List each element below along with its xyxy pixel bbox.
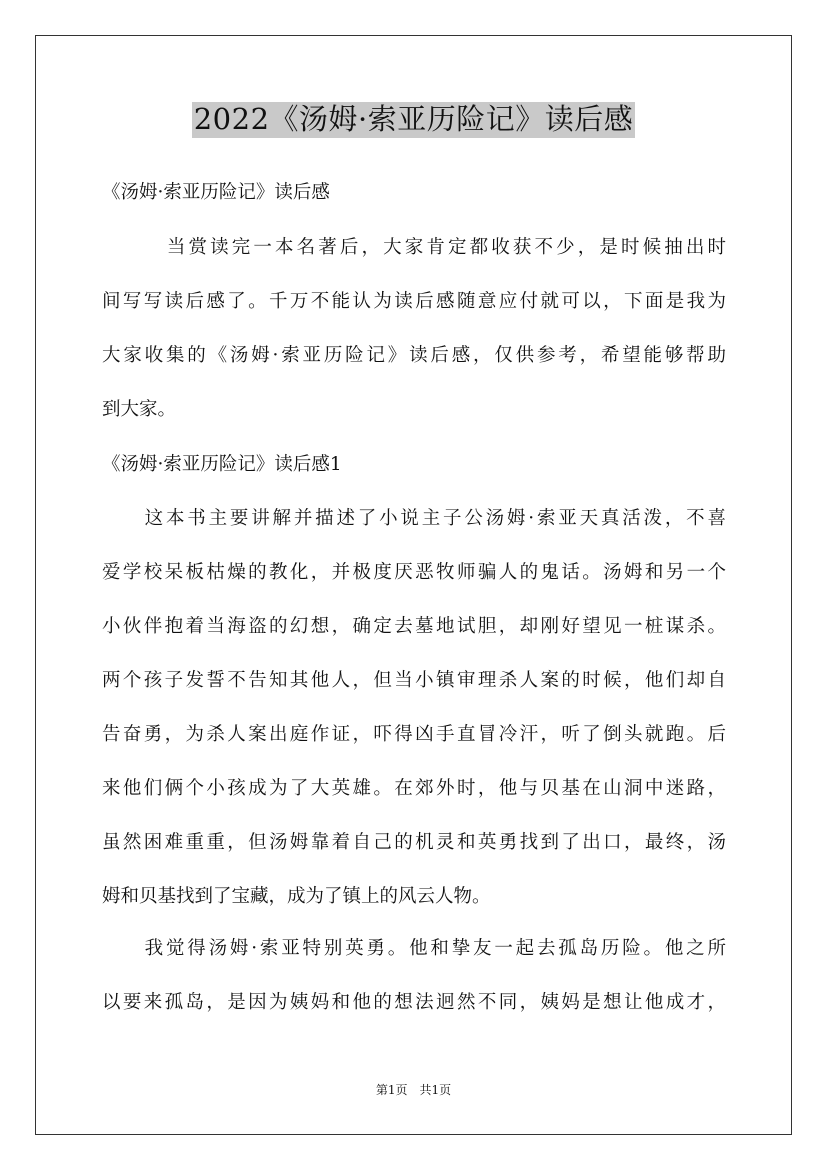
intro-paragraph (102, 221, 726, 437)
paragraph-line: 来他们俩个小孩成为了大英雄。在郊外时，他与贝基在山洞中迷路， (102, 778, 726, 799)
document-subtitle: 《汤姆·索亚历险记》读后感 (102, 182, 330, 203)
paragraph-1 (102, 492, 726, 924)
intro-line: 当赏读完一本名著后，大家肯定都收获不少，是时候抽出时 (102, 237, 726, 258)
paragraph-line: 小伙伴抱着当海盗的幻想，确定去墓地试胆，却刚好望见一桩谋杀。 (102, 616, 726, 637)
intro-line: 大家收集的《汤姆·索亚历险记》读后感，仅供参考，希望能够帮助 (102, 345, 726, 366)
paragraph-2 (102, 922, 726, 1030)
section-heading: 《汤姆·索亚历险记》读后感1 (102, 454, 342, 475)
intro-line: 间写写读后感了。千万不能认为读后感随意应付就可以，下面是我为 (102, 291, 726, 312)
paragraph-line: 爱学校呆板枯燥的教化，并极度厌恶牧师骗人的鬼话。汤姆和另一个 (102, 562, 726, 583)
paragraph-line: 这本书主要讲解并描述了小说主子公汤姆·索亚天真活泼，不喜 (102, 508, 726, 529)
intro-line: 到大家。 (102, 399, 177, 420)
paragraph-line: 两个孩子发誓不告知其他人，但当小镇审理杀人案的时候，他们却自 (102, 670, 726, 691)
page-number: 第1页 共1页 (375, 1083, 452, 1097)
paragraph-line: 虽然困难重重，但汤姆靠着自己的机灵和英勇找到了出口，最终，汤 (102, 832, 726, 853)
paragraph-line: 我觉得汤姆·索亚特别英勇。他和挚友一起去孤岛历险。他之所 (102, 938, 726, 959)
document-title-wrapper (0, 102, 827, 138)
paragraph-line: 以要来孤岛，是因为姨妈和他的想法迥然不同，姨妈是想让他成才， (102, 992, 726, 1013)
paragraph-line: 姆和贝基找到了宝藏，成为了镇上的风云人物。 (102, 886, 491, 907)
paragraph-line: 告奋勇，为杀人案出庭作证，吓得凶手直冒冷汗，听了倒头就跑。后 (102, 724, 726, 745)
document-title: 2022《汤姆·索亚历险记》读后感 (193, 102, 634, 136)
